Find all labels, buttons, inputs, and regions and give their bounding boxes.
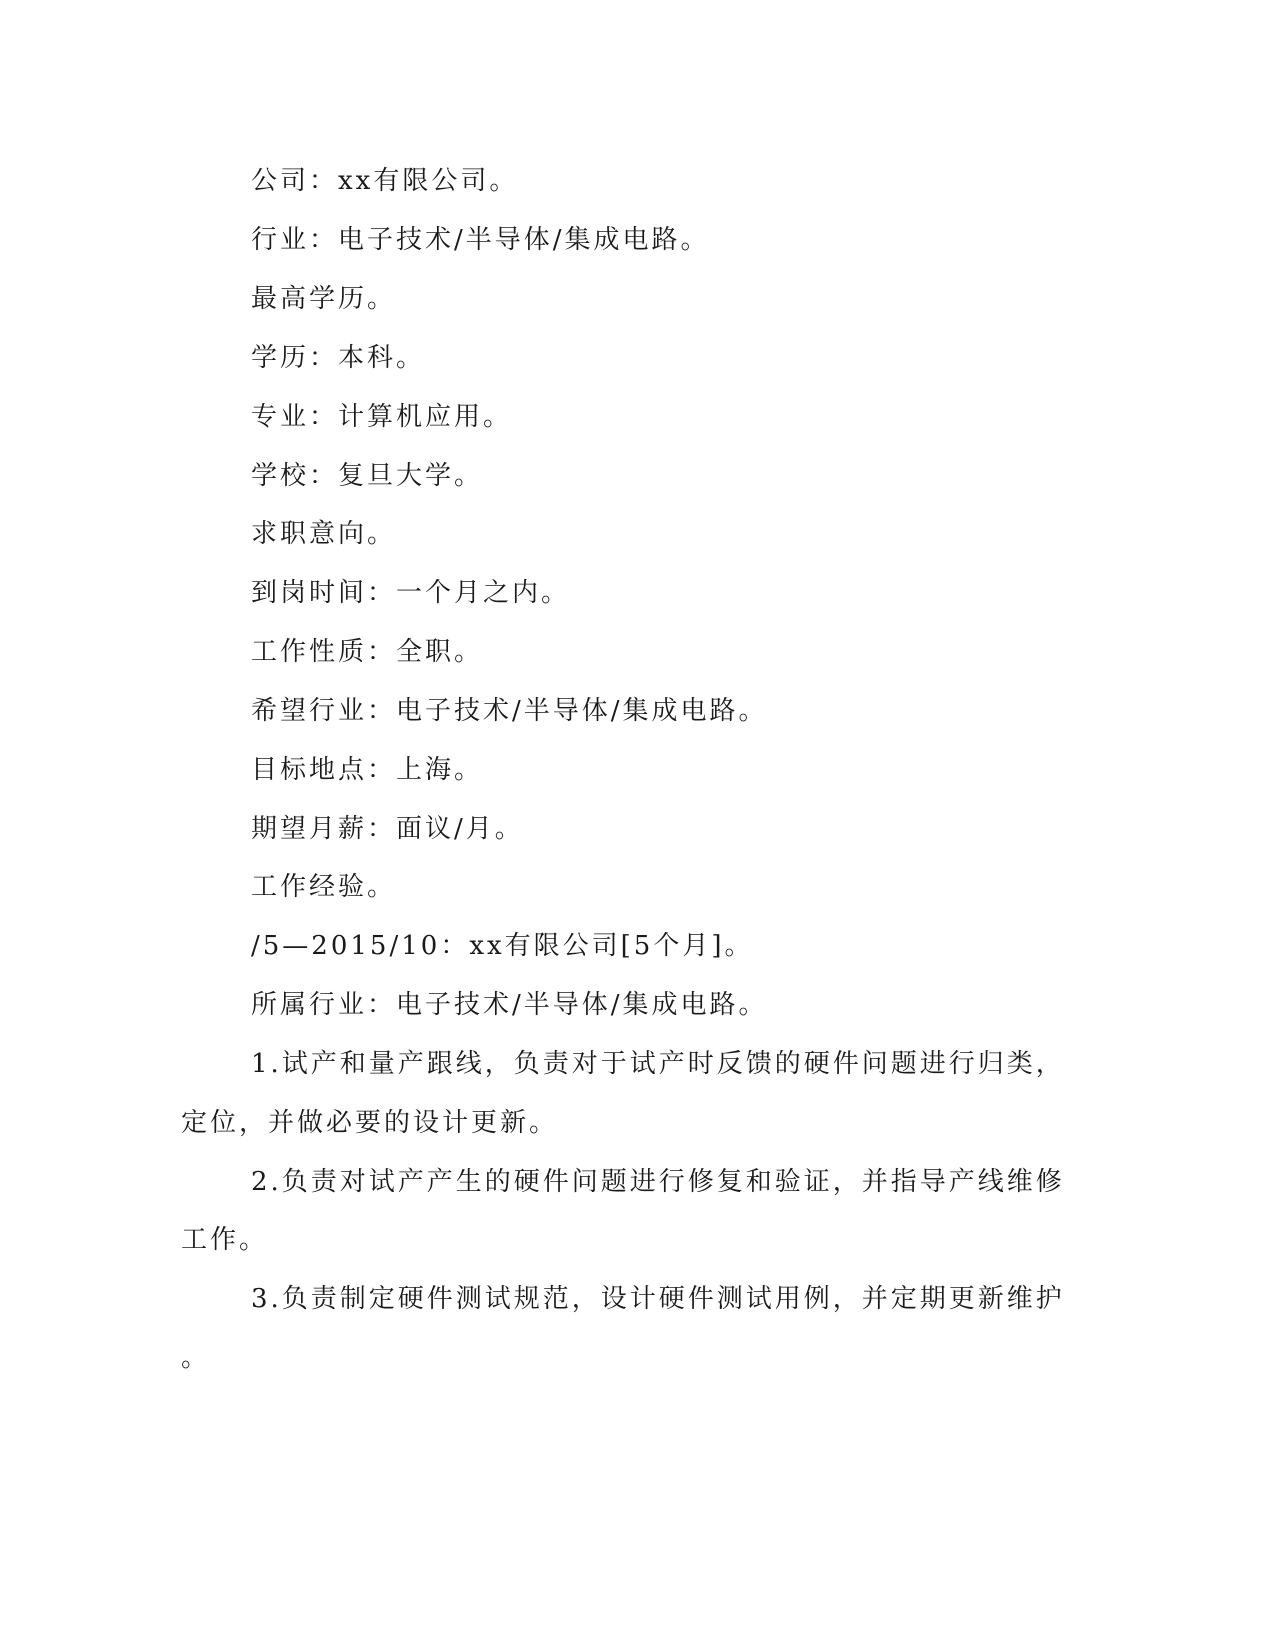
duty-3-line-1: 3.负责制定硬件测试规范，设计硬件测试用例，并定期更新维护 (251, 1284, 1065, 1314)
job-type-line: 工作性质：全职。 (251, 637, 484, 667)
education-heading: 最高学历。 (251, 284, 397, 314)
availability-line: 到岗时间：一个月之内。 (251, 578, 571, 608)
target-location-line: 目标地点：上海。 (251, 755, 484, 785)
desired-industry-line: 希望行业：电子技术/半导体/集成电路。 (251, 696, 768, 726)
duty-1-line-1: 1.试产和量产跟线，负责对于试产时反馈的硬件问题进行归类， (251, 1049, 1065, 1079)
expected-salary-line: 期望月薪：面议/月。 (251, 814, 524, 844)
major-line: 专业：计算机应用。 (251, 402, 513, 432)
school-line: 学校：复旦大学。 (251, 461, 484, 491)
duty-2-line-1: 2.负责对试产产生的硬件问题进行修复和验证，并指导产线维修 (251, 1167, 1065, 1197)
experience-industry-line: 所属行业：电子技术/半导体/集成电路。 (251, 990, 768, 1020)
industry-line: 行业：电子技术/半导体/集成电路。 (251, 225, 710, 255)
work-experience-heading: 工作经验。 (251, 872, 397, 902)
duty-1-line-2: 定位，并做必要的设计更新。 (181, 1108, 559, 1138)
duty-2-line-2: 工作。 (181, 1225, 269, 1255)
degree-line: 学历：本科。 (251, 343, 426, 373)
experience-period-line: /5—2015/10：xx有限公司[5个月]。 (251, 931, 754, 961)
duty-3-line-2: 。 (181, 1343, 211, 1373)
job-intention-heading: 求职意向。 (251, 519, 397, 549)
company-line: 公司：xx有限公司。 (251, 166, 519, 196)
